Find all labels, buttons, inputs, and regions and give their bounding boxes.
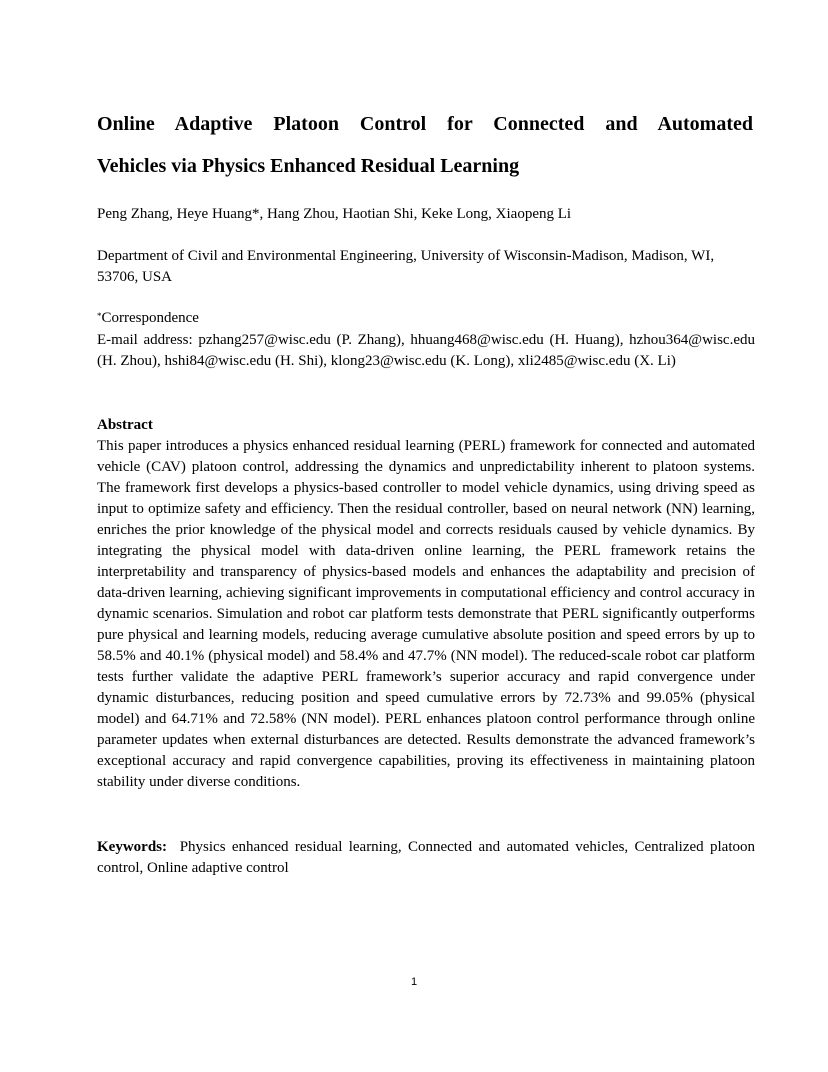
- page-number: 1: [410, 976, 418, 988]
- paper-title-line-2: Vehicles via Physics Enhanced Residual Learning: [97, 155, 520, 177]
- keywords: [97, 837, 755, 879]
- keywords-label: Keywords:: [97, 839, 167, 855]
- abstract-heading: Abstract: [97, 417, 153, 433]
- keywords-list: Physics enhanced residual learning, Connected and automated vehicles, Centralized platoon control, Online adaptive control: [97, 839, 755, 876]
- abstract-text: This paper introduces a physics enhanced residual learning (PERL) framework for connected and automated vehicle (CAV) platoon control, addressing the dynamics and unpredictability inherent to platoon systems. The framework first develops a physics-based controller to model vehicle dynamics, using driving speed as input to optimize safety and efficiency. Then the residual controller, based on neural network (NN) learning, enriches the prior knowledge of the physical model and corrects residuals caused by vehicle dynamics. By integrating the physical model with data-driven online learning, the PERL framework retains the interpretability and transparency of physics-based models and enhances the adaptability and precision of data-driven learning, achieving significant improvements in computational efficiency and control accuracy in dynamic scenarios. Simulation and robot car platform tests demonstrate that PERL significantly outperforms pure physical and learning models, reducing average cumulative absolute position and speed errors by up to 58.5% and 40.1% (physical model) and 58.4% and 47.7% (NN model). The reduced-scale robot car platform tests further validate the adaptive PERL framework’s superior accuracy and rapid convergence under dynamic disturbances, reducing position and speed cumulative errors by 72.73% and 99.05% (physical model) and 64.71% and 72.58% (NN model). PERL enhances platoon control performance through online parameter updates when external disturbances are detected. Results demonstrate the advanced framework’s exceptional accuracy and rapid convergence capabilities, proving its effectiveness in maintaining platoon stability under diverse conditions.: [97, 438, 755, 790]
- correspondence-note: [97, 308, 757, 329]
- paper-title-line-1: Online Adaptive Platoon Control for Connected and Automated: [97, 113, 753, 135]
- email-addresses: E-mail address: pzhang257@wisc.edu (P. Zhang), hhuang468@wisc.edu (H. Huang), hzhou364@wisc.edu (H. Zhou), hshi84@wisc.edu (H. Shi), klong23@wisc.edu (K. Long), xli2485@wisc.edu (X. Li): [97, 332, 755, 369]
- author-list: Peng Zhang, Heye Huang*, Hang Zhou, Haotian Shi, Keke Long, Xiaopeng Li: [97, 206, 572, 222]
- paper-title: [97, 103, 753, 187]
- correspondence-label: Correspondence: [101, 310, 199, 326]
- affiliation: Department of Civil and Environmental Engineering, University of Wisconsin-Madison, Madison, WI, 53706, USA: [97, 248, 715, 285]
- correspondence-mark: *: [97, 311, 102, 321]
